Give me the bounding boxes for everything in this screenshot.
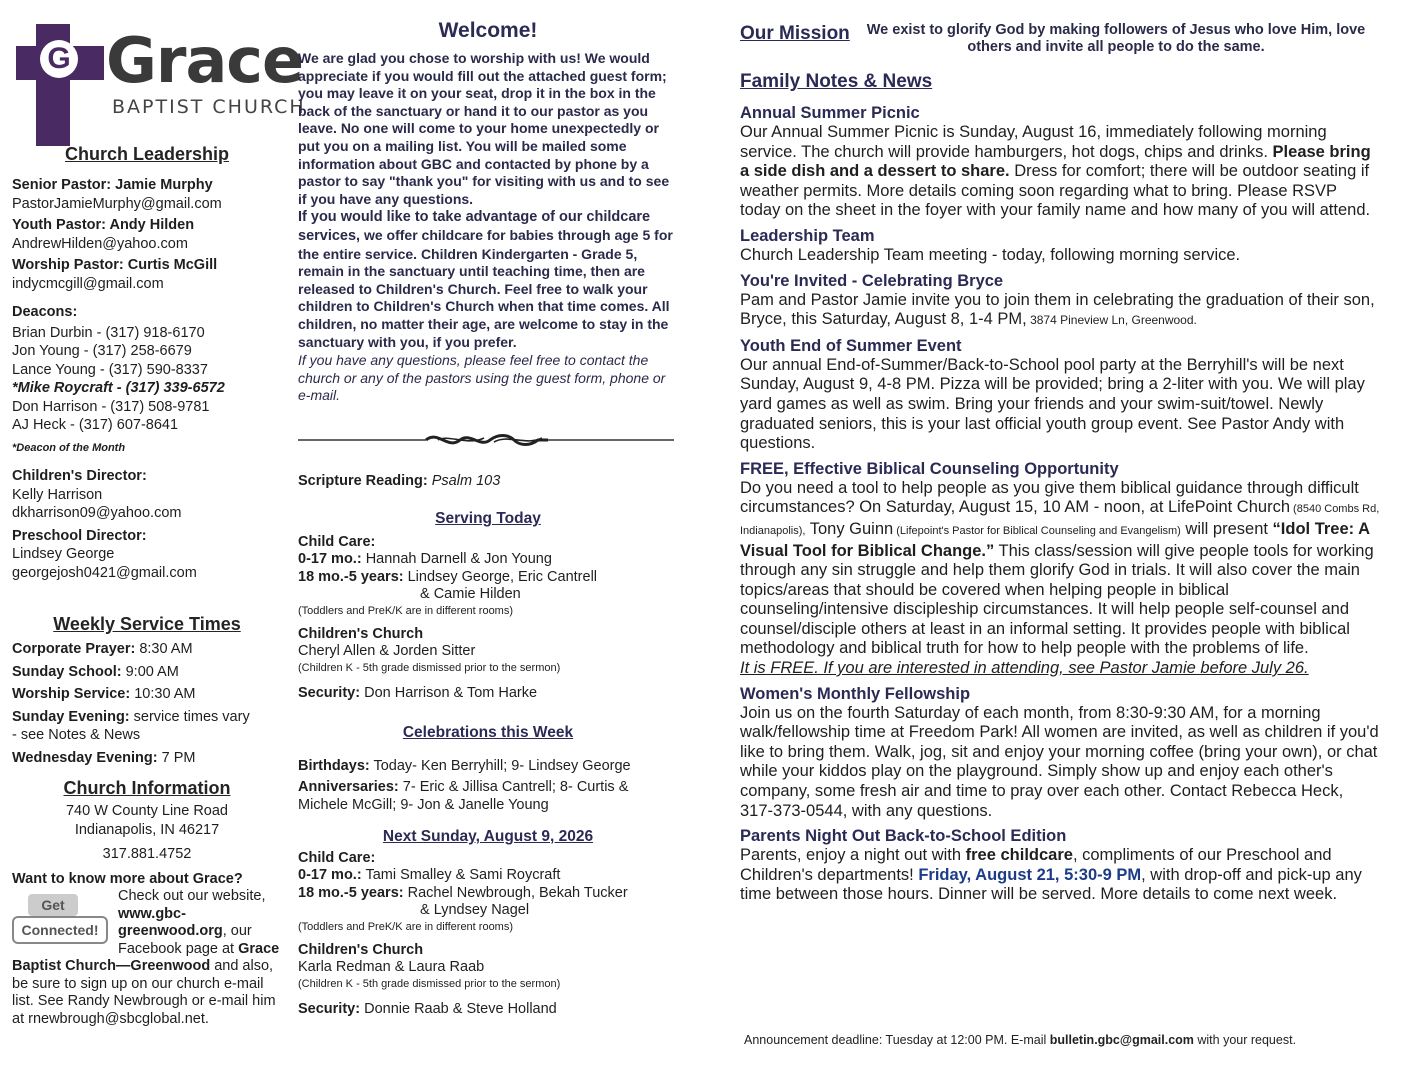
news-title: Parents Night Out Back-to-School Edition	[740, 827, 1067, 846]
security-value: Don Harrison & Tom Harke	[360, 684, 538, 701]
church-leadership-section	[12, 142, 282, 582]
childrens-church-note: (Children K - 5th grade dismissed prior to the sermon)	[298, 977, 561, 990]
volunteers: Tami Smalley & Sami Roycraft	[361, 867, 561, 883]
service-value: 9:00 AM	[121, 663, 179, 680]
news-item-parents	[740, 827, 1380, 905]
news-text: Tony Guinn	[805, 519, 894, 538]
childcare-lead: If you would like to take advantage of our childcare services,	[298, 209, 651, 244]
age-label: 18 mo.-5 years:	[298, 568, 404, 585]
security-value: Donnie Raab & Steve Holland	[360, 1000, 557, 1017]
anniversaries-label: Anniversaries:	[298, 779, 399, 795]
childrens-director-label: Children's Director:	[12, 468, 147, 484]
pastor-list	[12, 176, 282, 293]
birthdays-row	[298, 758, 678, 776]
news-text: , compliments of our Preschool and Children's departments!	[740, 846, 1332, 884]
childrens-church-note: (Children K - 5th grade dismissed prior to the sermon)	[298, 661, 561, 674]
security-row	[298, 685, 678, 703]
deacon-item: Don Harrison - (317) 508-9781	[12, 398, 210, 415]
anniversaries-row	[298, 779, 678, 814]
service-label: Worship Service:	[12, 686, 131, 702]
connect-text-c: and also, be sure to sign up on our church e-mail list. See Randy Newbrough or e-mail him at rnewbrough@sbcglobal.net.	[12, 958, 276, 1027]
service-label: Wednesday Evening:	[12, 749, 158, 766]
deacons-label: Deacons:	[12, 304, 78, 320]
news-item-youth	[740, 337, 1380, 454]
security-label: Security:	[298, 1000, 361, 1017]
childrens-church-value: Cheryl Allen & Jorden Sitter	[298, 643, 476, 659]
scripture-reading	[298, 473, 678, 491]
service-time-item	[12, 708, 252, 745]
news-text: This class/session will give people tools for working through any sin struggle and help them glorify God in trials. It will also cover the main topics/areas that should be covered when helping people in biblical counseling/intensive discipleship circumstances. It will help people self-counsel and counsel/disciple others at least in an informal setting. It provides people with biblical methodology and biblical truth for how to help people with the problems of life.	[740, 541, 1374, 658]
child-care-label: Child Care:	[298, 849, 376, 866]
welcome-paragraph-3: If you have any questions, please feel free to contact the church or any of the pastors using the guest form, phone or e-mail.	[298, 352, 666, 404]
news-small: 3874 Pineview Ln, Greenwood.	[1026, 313, 1197, 328]
church-info-heading: Church Information	[63, 778, 231, 798]
mission-heading: Our Mission	[740, 23, 850, 44]
news-title: FREE, Effective Biblical Counseling Opportunity	[740, 459, 1119, 478]
service-time-item	[12, 640, 282, 659]
worship-pastor-email: indycmcgill@gmail.com	[12, 275, 164, 292]
worship-pastor-title: Worship Pastor: Curtis McGill	[12, 257, 218, 273]
news-text: , with drop-off and pick-up any time between those hours. Dinner will be served. More details to come next week.	[740, 865, 1362, 904]
announcement-deadline	[744, 1032, 1384, 1048]
scripture-value: Psalm 103	[431, 473, 501, 489]
news-title: Women's Monthly Fellowship	[740, 684, 971, 703]
childrens-director-email: dkharrison09@yahoo.com	[12, 505, 182, 521]
service-time-item	[12, 663, 282, 682]
logo-name: Grace	[106, 24, 304, 97]
youth-pastor-title: Youth Pastor: Andy Hilden	[12, 217, 195, 233]
senior-pastor-email: PastorJamieMurphy@gmail.com	[12, 195, 222, 212]
deacon-note: *Deacon of the Month	[12, 441, 126, 454]
welcome-section	[298, 18, 678, 405]
service-time-item	[12, 685, 282, 704]
news-text: Do you need a tool to help people as you give them biblical guidance through difficult circumstances? On Saturday, August 15, 10 AM - noon, at LifePoint Church	[740, 478, 1359, 517]
news-body	[740, 479, 1380, 659]
deadline-text: Announcement deadline: Tuesday at 12:00 PM. E-mail	[744, 1033, 1050, 1047]
service-value: 8:30 AM	[135, 641, 193, 657]
news-text: will present	[1180, 519, 1273, 538]
deadline-text: with your request.	[1193, 1033, 1297, 1047]
birthdays-label: Birthdays:	[298, 757, 370, 774]
news-bold: Please bring a side dish and a dessert to share.	[740, 142, 1371, 181]
family-news-section	[740, 70, 1380, 905]
childrens-church-label: Children's Church	[298, 625, 424, 642]
preschool-director-name: Lindsey George	[12, 546, 115, 562]
volunteers: Hannah Darnell & Jon Young	[361, 551, 552, 567]
news-item-picnic	[740, 104, 1380, 221]
celebrations-heading: Celebrations this Week	[402, 724, 574, 741]
scripture-label: Scripture Reading:	[298, 473, 428, 489]
serving-today-heading: Serving Today	[435, 510, 541, 527]
service-value: service times vary - see Notes & News	[12, 708, 250, 743]
news-text: Our Annual Summer Picnic is Sunday, August 16, immediately following morning service. The church will provide hamburgers, hot dogs, chips and drinks.	[740, 123, 1327, 161]
church-info-section	[12, 776, 282, 864]
child-care-label: Child Care:	[298, 533, 376, 550]
birthdays-value: Today- Ken Berryhill; 9- Lindsey George	[369, 757, 631, 774]
deacon-item: Lance Young - (317) 590-8337	[12, 361, 208, 378]
welcome-title: Welcome!	[438, 19, 538, 42]
news-body	[740, 291, 1380, 331]
celebrations-section	[298, 724, 678, 814]
anniversaries-value: 7- Eric & Jillisa Cantrell; 8- Curtis & Michele McGill; 9- Jon & Janelle Young	[298, 779, 629, 813]
news-body: Our annual End-of-Summer/Back-to-School pool party at the Berryhill's will be next Sunday, August 9, 4-8 PM. Pizza will be provided; bring a 2-liter with you. We will play yard games as well as swim. Bring your friends and your swim-suit/towel. Newly graduated seniors, this is your last official youth group event. See Pastor Andy with questions.	[740, 355, 1365, 453]
news-body	[740, 846, 1380, 905]
badge-top: Get	[28, 894, 78, 916]
news-italic: It is FREE. If you are interested in attending, see Pastor Jamie before July 26.	[740, 659, 1309, 678]
news-bold: free childcare	[965, 846, 1073, 865]
deacon-item: Jon Young - (317) 258-6679	[12, 343, 192, 359]
child-care-note: (Toddlers and PreK/K are in different rooms)	[298, 604, 514, 617]
age-label: 18 mo.-5 years:	[298, 884, 404, 901]
service-times-heading: Weekly Service Times	[53, 614, 241, 634]
deacon-item: Brian Durbin - (317) 918-6170	[12, 324, 205, 341]
connect-text-a: Check out our website,	[118, 888, 266, 904]
get-connected-question: Want to know more about Grace?	[12, 871, 243, 887]
news-heading: Family Notes & News	[740, 71, 933, 92]
decorative-divider	[298, 428, 674, 452]
childrens-church-value: Karla Redman & Laura Raab	[298, 959, 485, 975]
news-bold: “Idol Tree: A Visual Tool for Biblical Change.”	[740, 519, 1370, 560]
service-value: 10:30 AM	[130, 686, 196, 702]
news-text: Pam and Pastor Jamie invite you to join them in celebrating the graduation of their son, Bryce, this Saturday, August 8, 1-4 PM,	[740, 290, 1375, 329]
next-sunday-heading: Next Sunday, August 9, 2026	[382, 828, 594, 845]
news-small: (Lifepoint's Pastor for Biblical Counseling and Evangelism)	[893, 524, 1181, 537]
facebook-link[interactable]: Grace Baptist Church—Greenwood	[12, 940, 280, 974]
child-care-row	[298, 885, 678, 903]
news-highlight: Friday, August 21, 5:30-9 PM	[918, 865, 1142, 884]
service-times-section	[12, 612, 282, 767]
logo-subtitle: BAPTIST CHURCH	[112, 96, 306, 118]
serving-today-section	[298, 510, 678, 702]
website-link[interactable]: www.gbc-greenwood.org	[118, 905, 223, 939]
news-title: You're Invited - Celebrating Bryce	[740, 271, 1004, 290]
age-label: 0-17 mo.:	[298, 551, 362, 567]
news-text: Parents, enjoy a night out with	[740, 846, 966, 865]
child-care-row	[298, 551, 678, 569]
news-title: Leadership Team	[740, 226, 875, 245]
preschool-director-email: georgejosh0421@gmail.com	[12, 564, 197, 581]
service-label: Corporate Prayer:	[12, 641, 136, 657]
childrens-director-name: Kelly Harrison	[12, 486, 103, 503]
volunteers-cont: & Lyndsey Nagel	[420, 902, 530, 918]
childrens-church-label: Children's Church	[298, 941, 424, 958]
mission-text: We exist to glorify God by making followers of Jesus who love Him, love others and invite all people to do the same.	[866, 22, 1366, 55]
preschool-director-label: Preschool Director:	[12, 527, 147, 544]
news-item-women	[740, 685, 1380, 822]
news-title: Youth End of Summer Event	[740, 336, 962, 355]
service-time-item	[12, 749, 282, 768]
connect-text-b: , our Facebook page at	[118, 923, 252, 957]
senior-pastor-title: Senior Pastor: Jamie Murphy	[12, 177, 213, 193]
service-label: Sunday School:	[12, 663, 122, 680]
next-sunday-section	[298, 828, 678, 1018]
volunteers: Lindsey George, Eric Cantrell	[403, 568, 598, 585]
volunteers: Rachel Newbrough, Bekah Tucker	[403, 884, 628, 901]
badge-bottom: Connected!	[12, 916, 108, 944]
volunteers-cont: & Camie Hilden	[420, 586, 521, 602]
news-text: Dress for comfort; there will be outdoor seating if weather permits. More details coming soon regarding what to bring. Please RSVP today on the sheet in the foyer with your family name and how many of you will attend.	[740, 162, 1371, 220]
deadline-email[interactable]: bulletin.gbc@gmail.com	[1049, 1033, 1194, 1047]
deacon-item: *Mike Roycraft - (317) 339-6572	[12, 380, 225, 396]
service-label: Sunday Evening:	[12, 708, 130, 725]
news-body	[740, 123, 1380, 221]
age-label: 0-17 mo.:	[298, 867, 362, 883]
child-care-row	[298, 867, 678, 885]
news-item-invited	[740, 272, 1380, 331]
news-title: Annual Summer Picnic	[740, 104, 920, 122]
logo-g-letter: G	[40, 40, 78, 78]
get-connected-text	[12, 888, 282, 1028]
church-phone: 317.881.4752	[102, 846, 192, 862]
get-connected-section	[12, 870, 282, 889]
address-line-1: 740 W County Line Road	[65, 803, 228, 819]
welcome-paragraph-1: We are glad you chose to worship with us! We would appreciate if you would fill out the attached guest form; you may leave it on your seat, drop it in the box in the back of the sanctuary or hand it to our pastor as you leave. No one will come to your home unexpectedly or put you on a mailing list. You will be mailed some information about GBC and contacted by phone by a pastor to say "thank you" for visiting with us and to see if you have any questions.	[298, 50, 670, 207]
address-line-2: Indianapolis, IN 46217	[74, 821, 220, 838]
child-care-row	[298, 569, 678, 587]
security-label: Security:	[298, 684, 361, 701]
leadership-heading: Church Leadership	[64, 144, 230, 164]
youth-pastor-email: AndrewHilden@yahoo.com	[12, 235, 188, 252]
service-value: 7 PM	[157, 749, 196, 766]
deacon-item: AJ Heck - (317) 607-8641	[12, 417, 179, 433]
child-care-note: (Toddlers and PreK/K are in different rooms)	[298, 920, 514, 933]
welcome-paragraph-2	[298, 208, 678, 351]
childcare-text: we offer childcare for babies through age 5 for the entire service. Children Kindergarten - Grade 5, remain in the sanctuary until teaching time, then are released to Children's Church. Feel free to walk your children to Children's Church when that time comes. All children, no matter their age, are welcome to stay in the sanctuary with you, if you prefer.	[298, 226, 673, 350]
news-body: Join us on the fourth Saturday of each month, from 8:30-9:30 AM, for a morning walk/fellowship time at Freedom Park! All women are invited, as well as children if you'd like to bring them. Walk, jog, sit and enjoy your morning coffee (bring your own), or chat while your kiddos play on the playground. Simply show up and enjoy each other's company, some fresh air and time to pray over each other. Contact Rebecca Heck, 317-373-0544, with any questions.	[740, 703, 1379, 820]
security-row	[298, 1001, 678, 1019]
news-body: Church Leadership Team meeting - today, following morning service.	[740, 245, 1241, 264]
news-small: (8540 Combs Rd, Indianapolis),	[740, 503, 1380, 537]
news-item-counseling	[740, 460, 1380, 679]
news-item-leadership	[740, 227, 1380, 266]
deacon-list	[12, 324, 282, 435]
